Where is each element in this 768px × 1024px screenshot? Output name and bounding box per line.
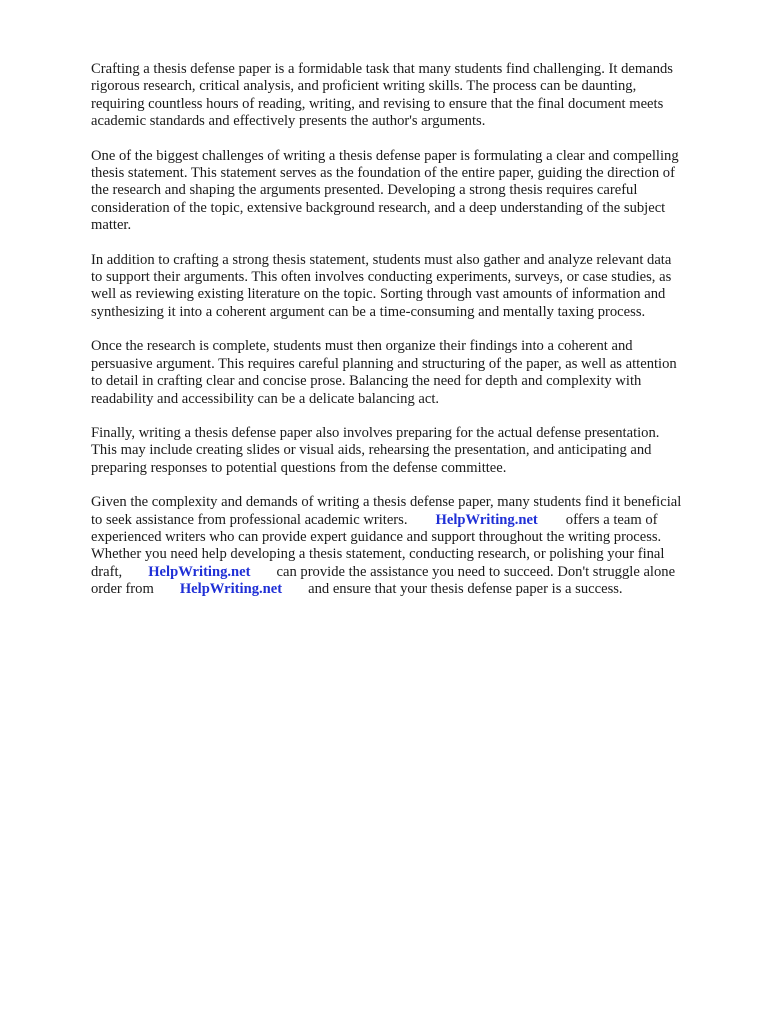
document-page [91,61,721,616]
paragraph-line: Once the research is complete, students must then organize their findings into a coherent and [91,338,633,355]
paragraph-line: academic standards and effectively presents the author's arguments. [91,113,486,130]
closing-line-6 [91,581,721,598]
closing-line-3: experienced writers who can provide expert guidance and support throughout the writing process. [91,528,662,545]
closing-line-2-start: to seek assistance from professional academic writers. [91,511,408,528]
body-paragraph [91,338,721,408]
paragraph-line: readability and accessibility can be a delicate balancing act. [91,390,440,407]
helpwriting-link-1[interactable]: HelpWriting.net [435,511,538,528]
closing-line-2-end: offers a team of [565,511,658,528]
paragraph-line: to detail in crafting clear and concise prose. Balancing the need for depth and complexity with [91,373,642,390]
closing-paragraph [91,494,721,598]
closing-line-5-end: can provide the assistance you need to succeed. Don't struggle alone [276,563,676,580]
paragraph-line: persuasive argument. This requires careful planning and structuring of the paper, as well as attention [91,355,677,372]
closing-line-4: Whether you need help developing a thesis statement, conducting research, or polishing your final [91,546,665,563]
paragraph-line: the research and shaping the arguments presented. Developing a strong thesis requires careful [91,182,638,199]
closing-line-5-start: draft, [91,563,123,580]
paragraph-line: In addition to crafting a strong thesis statement, students must also gather and analyze relevant data [91,251,672,268]
closing-line-2 [91,512,721,529]
document-body [91,61,721,477]
paragraph-line: to support their arguments. This often involves conducting experiments, surveys, or case studies, as [91,269,672,286]
body-paragraph [91,252,721,322]
paragraph-line: consideration of the topic, extensive background research, and a deep understanding of the subject [91,199,666,216]
paragraph-line: matter. [91,217,132,234]
paragraph-line: rigorous research, critical analysis, and proficient writing skills. The process can be daunting, [91,78,637,95]
paragraph-line: thesis statement. This statement serves as the foundation of the entire paper, guiding the direction of [91,165,675,182]
paragraph-line: This may include creating slides or visual aids, rehearsing the presentation, and anticipating and [91,442,652,459]
paragraph-line: Finally, writing a thesis defense paper also involves preparing for the actual defense presentation. [91,424,660,441]
paragraph-line: One of the biggest challenges of writing a thesis defense paper is formulating a clear and compelling [91,147,679,164]
paragraph-line: Crafting a thesis defense paper is a formidable task that many students find challenging. It demands [91,61,673,77]
paragraph-line: synthesizing it into a coherent argument can be a time-consuming and mentally taxing process. [91,303,646,320]
helpwriting-link-2[interactable]: HelpWriting.net [148,563,251,580]
paragraph-line: well as reviewing existing literature on the topic. Sorting through vast amounts of information and [91,286,666,303]
closing-line-6-start: order from [91,581,154,598]
body-paragraph [91,61,721,131]
body-paragraph [91,425,721,477]
paragraph-line: requiring countless hours of reading, writing, and revising to ensure that the final document meets [91,95,664,112]
closing-line-5 [91,564,721,581]
paragraph-line: preparing responses to potential questions from the defense committee. [91,459,507,476]
body-paragraph [91,148,721,235]
closing-line-6-end: and ensure that your thesis defense paper is a success. [308,581,623,598]
helpwriting-link-3[interactable]: HelpWriting.net [179,581,283,598]
closing-line-1: Given the complexity and demands of writing a thesis defense paper, many students find it beneficial [91,494,682,511]
